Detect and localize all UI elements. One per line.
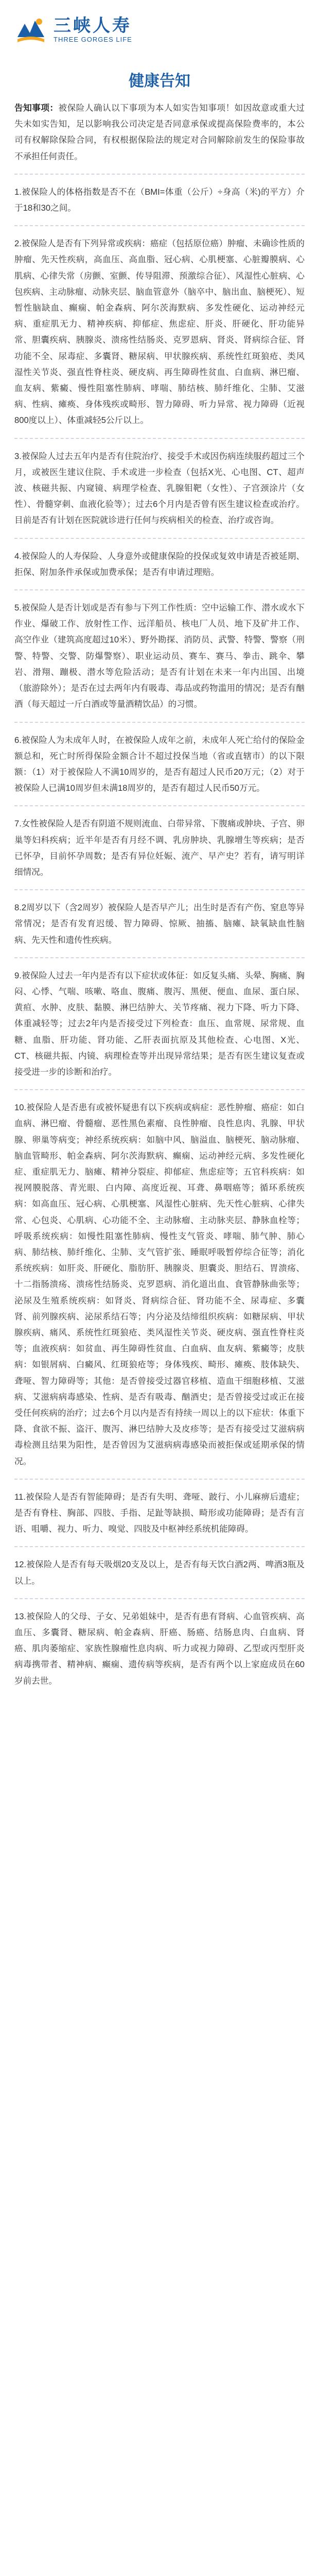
- intro-paragraph: [14, 100, 305, 164]
- divider: [14, 1546, 305, 1547]
- notice-item-12: 12.被保险人是否有每天吸烟20支及以上，是否有每天饮白酒2两、啤酒3瓶及以上。: [14, 1560, 305, 1586]
- three-gorges-logo-icon: [14, 13, 47, 46]
- header: [0, 0, 319, 60]
- notice-item-9: 9.被保险人过去一年内是否有以下症状或体征：如反复头痛、头晕、胸痛、胸闷、心悸、气喘、咳嗽、咯血、腹痛、腹泻、黑便、便血、血尿、蛋白尿、黄疸、水肿、皮肤、黏膜、淋巴结肿大、关节疼痛、视力下降、听力下降、体重减轻等；过去2年内是否接受过下列检查：血压、血常规、尿常规、血糖、血脂、肝功能、肾功能、乙肝表面抗原及其他检查、心电图、X光、CT、核磁共振、内镜、病理检查等并出现异常结果；是否有医生建议复查或接受进一步的诊断和治疗。: [14, 970, 305, 1077]
- notice-item-11: 11.被保险人是否有智能障碍；是否有失明、聋哑、跛行、小儿麻痹后遗症；是否有脊柱、胸部、四肢、手指、足趾等缺损、畸形或功能障碍；是否有言语、咀嚼、视力、听力、嗅觉、四肢及中枢神经系统机能障碍。: [14, 1492, 305, 1534]
- intro-text: 被保险人确认以下事项为本人如实告知事项！如因故意或重大过失未如实告知，足以影响我公司决定是否同意承保或提高保险费率的，本公司有权解除保险合同，有权根据保险法的规定对合同解除前发生的保险事故不承担任何责任。: [14, 103, 305, 161]
- notice-item-13: 13.被保险人的父母、子女、兄弟姐妹中，是否有患有肾病、心血管疾病、高血压、多囊肾、糖尿病、帕金森病、肝癌、肠癌、结肠息肉、白血病、肾癌、肌肉萎缩症、家族性腺瘤性息肉病、听力或视力障碍、乙型或丙型肝炎病毒携带者、精神病、癫痫、遗传病等疾病，是否有两个以上家庭成员在60岁前去世。: [14, 1611, 305, 1686]
- divider: [14, 722, 305, 723]
- divider: [14, 1089, 305, 1090]
- notice-item-10: 10.被保险人是否患有或被怀疑患有以下疾病或病症：恶性肿瘤、癌症：如白血病、淋巴瘤、骨髓瘤、恶性黑色素瘤、良性肿瘤、良性息肉、乳腺、甲状腺、卵巢等病变；神经系统疾病：如脑中风、脑溢血、脑梗死、脑动脉瘤、脑血管畸形、帕金森病、阿尔茨海默病、癫痫、运动神经元病、多发性硬化症、重症肌无力、脑瘫、精神分裂症、抑郁症、焦虑症等；五官科疾病：如视网膜脱落、青光眼、白内障、高度近视、耳聋、鼻咽癌等；循环系统疾病：如高血压、冠心病、心肌梗塞、风湿性心脏病、先天性心脏病、心律失常、心包炎、心肌病、心功能不全、主动脉瘤、主动脉夹层、静脉血栓等；呼吸系统疾病：如慢性阻塞性肺病、慢性支气管炎、哮喘、肺气肿、肺心病、肺结核、肺纤维化、尘肺、支气管扩张、睡眠呼吸暂停综合征等；消化系统疾病：如肝炎、肝硬化、脂肪肝、胰腺炎、胆囊炎、胆结石、胃溃疡、十二指肠溃疡、溃疡性结肠炎、克罗恩病、消化道出血、食管静脉曲张等；泌尿及生殖系统疾病：如肾炎、肾病综合征、肾功能不全、尿毒症、多囊肾、前列腺疾病、泌尿系结石等；内分泌及结缔组织疾病：如糖尿病、甲状腺疾病、痛风、系统性红斑狼疮、类风湿性关节炎、硬皮病、强直性脊柱炎等；血液疾病：如贫血、再生障碍性贫血、白血病、血友病、紫癜等；皮肤病：如银屑病、白癜风、红斑狼疮等；身体残疾、畸形、瘫痪、肢体缺失、聋哑、智力障碍等；其他：是否曾接受过器官移植、造血干细胞移植、艾滋病、艾滋病病毒感染、性病、是否有吸毒、酗酒史；是否曾接受过或正在接受任何疾病的治疗；过去6个月以内是否有持续一周以上的以下症状：体重下降、食欲不振、盗汗、腹泻、淋巴结肿大及皮疹等；是否有接受过艾滋病病毒检测且结果为阳性，是否曾因为艾滋病病毒感染而被拒保或延期承保的情况。: [14, 1103, 305, 1466]
- notice-item-5: 5.被保险人是否计划或是否有参与下列工作性质：空中运输工作、潜水或水下作业、爆破工作、放射性工作、远洋船员、核电厂人员、地下及矿井工作、高空作业（建筑高度超过10米）、野外勘探、消防员、武警、特警、警察（刑警、特警、交警、防爆警察）、职业运动员、赛车、赛马、拳击、跳伞、攀岩、滑翔、蹦极、潜水等危险活动；是否有计划在未来一年内出国、出境（旅游除外）；是否在过去两年内有吸毒、毒品或药物滥用的情况；是否有酗酒（每天超过一斤白酒或等量酒精饮品）的习惯。: [14, 603, 305, 709]
- divider: [14, 1479, 305, 1480]
- page-title: 健康告知: [129, 73, 190, 90]
- brand-logo: [14, 13, 132, 46]
- notice-item-8: 8.2周岁以下（含2周岁）被保险人是否早产儿；出生时是否有产伤、窒息等异常情况；是否有发育迟缓、智力障碍、惊厥、抽搐、脑瘫、缺氧缺血性脑病、先天性和遗传性疾病。: [14, 903, 305, 945]
- divider: [14, 889, 305, 890]
- divider: [14, 538, 305, 539]
- divider: [14, 225, 305, 226]
- notice-item-2: 2.被保险人是否有下列异常或疾病：癌症（包括原位癌）肿瘤、未确诊性质的肿瘤、先天性疾病，高血压、高血脂、冠心病、心肌梗塞、心脏瓣膜病、心肌病、心律失常（房颤、室颤、传导阻滞、预激综合征）、风湿性心脏病、心包疾病、主动脉瘤、动脉夹层、脑血管意外（脑卒中、脑出血、脑梗死）、短暂性脑缺血、癫痫、帕金森病、阿尔茨海默病、多发性硬化、运动神经元病、重症肌无力、精神疾病、抑郁症、焦虑症、肝炎、肝硬化、肝功能异常、胆囊疾病、胰腺炎、溃疡性结肠炎、克罗恩病、肾炎、肾病综合征、肾功能不全、尿毒症、多囊肾、糖尿病、甲状腺疾病、系统性红斑狼疮、类风湿性关节炎、强直性脊柱炎、硬皮病、再生障碍性贫血、白血病、淋巴瘤、血友病、紫癜、慢性阻塞性肺病、哮喘、肺结核、肺纤维化、尘肺、艾滋病、性病、瘫痪、身体残疾或畸形、智力障碍、听力异常、视力障碍（近视800度以上）、体重减轻5公斤以上。: [14, 239, 305, 426]
- brand-name-en: THREE GORGES LIFE: [54, 36, 132, 43]
- notice-content: [0, 100, 319, 1689]
- divider: [14, 589, 305, 590]
- notice-item-1: 1.被保险人的体格指数是否不在（BMI=体重（公斤）÷身高（米)的平方）介于18和30之间。: [14, 187, 305, 213]
- notice-item-3: 3.被保险人过去五年内是否有住院治疗、接受手术或因伤病连续服药超过三个月，或被医生建议住院、手术或进一步检查（包括X光、心电图、CT、超声波、核磁共振、内窥镜、病理学检查、乳腺钼靶（女性）、子宫颈涂片（女性）、骨髓穿刺、血液化验等）；过去6个月内是否曾有医生建议检查或治疗。目前是否有计划在医院就诊进行任何与疾病相关的检查、治疗或咨询。: [14, 451, 305, 526]
- notice-item-7: 7.女性被保险人是否有阴道不规则流血、白带异常、下腹痛或肿块、子宫、卵巢等妇科疾病；近半年是否有月经不调、乳房肿块、乳腺增生等疾病；是否已怀孕，目前怀孕周数；是否有异位妊娠、流产、早产史？若有，请写明详细情况。: [14, 819, 305, 877]
- notice-item-6: 6.被保险人为未成年人时，在被保险人成年之前，未成年人死亡给付的保险金额总和，死亡时所得保险金额合计不超过投保当地（省或直辖市）的以下限额：（1）对于被保险人不满10周岁的，是否有超过人民币20万元；（2）对于被保险人已满10周岁但未满18周岁的，是否有超过人民币50万元。: [14, 735, 305, 793]
- notice-item-4: 4.被保险人的人寿保险、人身意外或健康保险的投保或复效申请是否被延期、拒保、附加条件承保或加费承保；是否有申请过理赔。: [14, 551, 305, 577]
- divider: [14, 1598, 305, 1599]
- divider: [14, 957, 305, 958]
- intro-label: 告知事项：: [14, 103, 59, 113]
- divider: [14, 174, 305, 175]
- divider: [14, 438, 305, 439]
- brand-name-cn: 三峡人寿: [54, 16, 132, 36]
- divider: [14, 805, 305, 806]
